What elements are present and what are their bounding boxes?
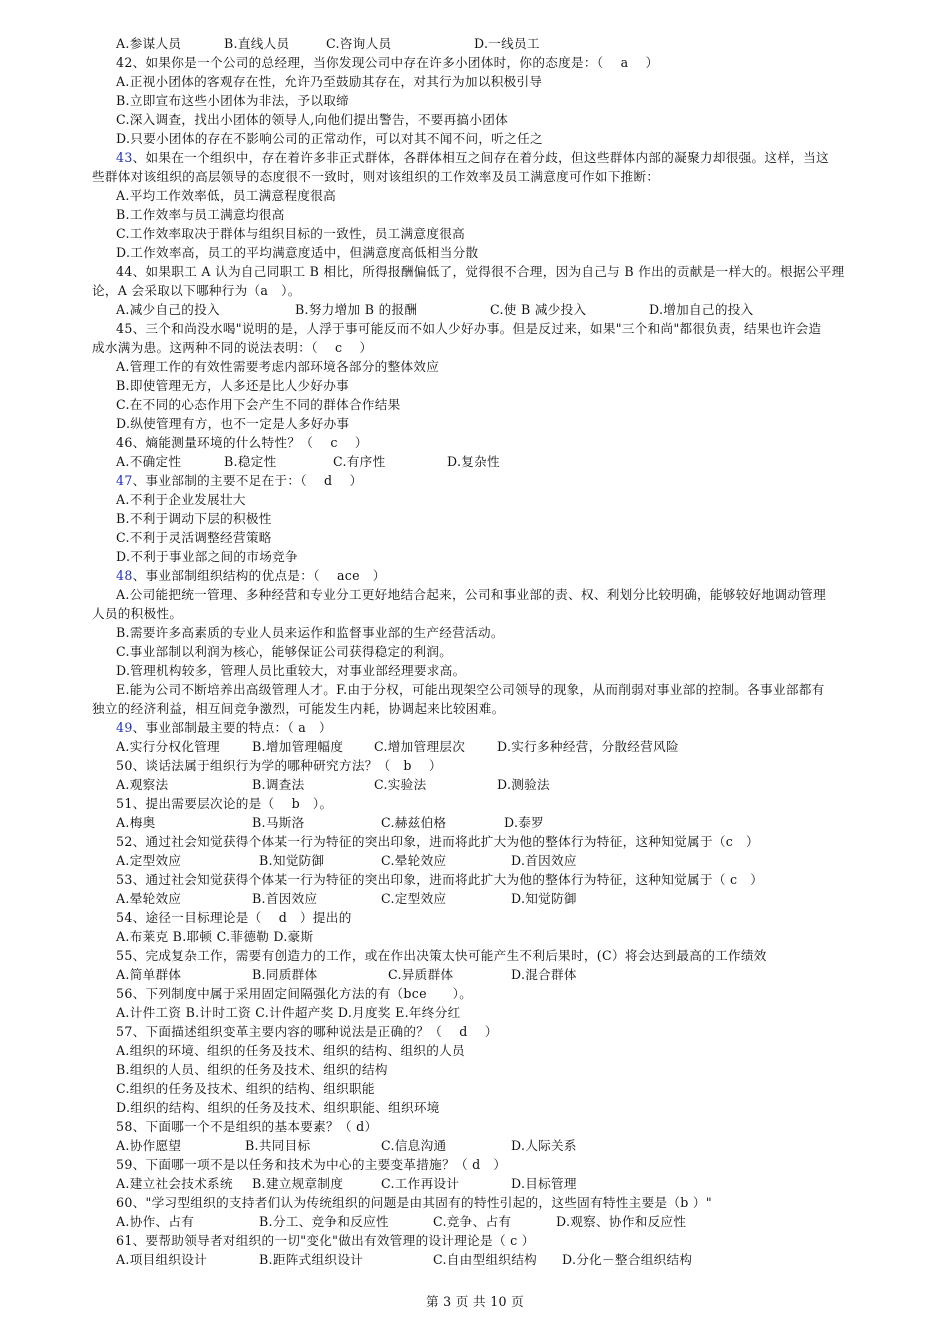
q45-option-d: D.纵使管理有方，也不一定是人多好办事 [116,416,350,431]
option-c: C.实验法 [374,777,427,792]
q48-option-e-line2: 独立的经济利益，相互间竞争激烈，可能发生内耗，协调起来比较困难。 [92,701,505,716]
option-d: D.目标管理 [511,1176,577,1191]
option-c: C.晕轮效应 [381,853,447,868]
option-d: D.混合群体 [511,967,577,982]
q56-options: A.计件工资 B.计时工资 C.计件超产奖 D.月度奖 E.年终分红 [116,1005,461,1020]
q43-option-b: B.工作效率与员工满意均很高 [116,207,285,222]
option-c: C.增加管理层次 [374,739,466,754]
option-c: C.咨询人员 [326,36,392,51]
option-b: B.努力增加 B 的报酬 [295,302,418,317]
option-b: B.增加管理幅度 [252,739,344,754]
q47-option-a: A.不利于企业发展壮大 [116,492,246,507]
option-d: D.复杂性 [447,454,500,469]
option-a: A.简单群体 [116,967,182,982]
q55-options [0,965,950,984]
q43-option-d: D.工作效率高，员工的平均满意度适中，但满意度高低相当分散 [116,245,479,260]
q48-stem [0,566,950,585]
q52-options [0,851,950,870]
q46-options [0,452,950,471]
q46-stem: 46、熵能测量环境的什么特性？（ c ） [116,435,368,450]
q45-option-a: A.管理工作的有效性需要考虑内部环境各部分的整体效应 [116,359,440,374]
q53-stem: 53、通过社会知觉获得个体某一行为特征的突出印象，进而将此扩大为他的整体行为特征，这种知觉属于（ c ） [116,872,764,887]
q55-stem: 55、完成复杂工作，需要有创造力的工作，或在作出决策太快可能产生不利后果时，(C）将会达到最高的工作绩效 [116,948,767,963]
q47-option-c: C.不利于灵活调整经营策略 [116,530,272,545]
option-a: A.项目组织设计 [116,1252,208,1267]
q47-stem-text: 、事业部制的主要不足在于：（ d ） [132,473,363,488]
option-a: A.实行分权化管理 [116,739,220,754]
option-d: D.首因效应 [511,853,577,868]
q42-option-a: A.正视小团体的客观存在性，允许乃至鼓励其存在，对其行为加以积极引导 [116,74,543,89]
q49-options [0,737,950,756]
q57-option-b: B.组织的人员、组织的任务及技术、组织的结构 [116,1062,388,1077]
q51-options [0,813,950,832]
option-b: B.马斯洛 [252,815,305,830]
q45-option-b: B.即使管理无方，人多还是比人少好办事 [116,378,350,393]
q41-options [0,34,950,53]
option-a: A.协作、占有 [116,1214,195,1229]
q47-stem [0,471,950,490]
option-b: B.稳定性 [224,454,277,469]
option-a: A.参谋人员 [116,36,182,51]
option-a: A.晕轮效应 [116,891,182,906]
q59-stem: 59、下面哪一项不是以任务和技术为中心的主要变革措施？（ d ） [116,1157,507,1172]
option-c: C.信息沟通 [381,1138,447,1153]
q58-stem: 58、下面哪一个不是组织的基本要素？（ d） [116,1119,378,1134]
q59-options [0,1174,950,1193]
q61-stem: 61、要帮助领导者对组织的一切"变化"做出有效管理的设计理论是（ c ） [116,1233,535,1248]
option-c: C.赫兹伯格 [381,815,447,830]
q42-stem: 42、如果你是一个公司的总经理，当你发现公司中存在许多小团体时，你的态度是：（ a ） [116,55,659,70]
q47-option-b: B.不利于调动下层的积极性 [116,511,272,526]
option-c: C.竞争、占有 [433,1214,512,1229]
q44-stem-line1: 44、如果职工 A 认为自己同职工 B 相比，所得报酬偏低了，觉得很不合理，因为自己与 B 作出的贡献是一样大的。根据公平理 [116,264,845,279]
q57-option-c: C.组织的任务及技术、组织的结构、组织职能 [116,1081,375,1096]
q54-options: A.布莱克 B.耶顿 C.菲德勒 D.豪斯 [116,929,314,944]
q43-option-c: C.工作效率取决于群体与组织目标的一致性，员工满意度很高 [116,226,466,241]
q50-options [0,775,950,794]
option-a: A.减少自己的投入 [116,302,220,317]
q45-stem-line1: 45、三个和尚没水喝"说明的是，人浮于事可能反而不如人少好办事。但是反过来，如果"三个和尚"都很负责，结果也许会造 [116,321,822,336]
option-b: B.调查法 [252,777,305,792]
option-d: D.泰罗 [504,815,545,830]
q48-option-a-line1: A.公司能把统一管理、多种经营和专业分工更好地结合起来，公司和事业部的责、权、利划分比较明确，能够较好地调动管理 [116,587,826,602]
q61-options [0,1250,950,1269]
q57-stem: 57、下面描述组织变革主要内容的哪种说法是正确的？（ d ） [116,1024,498,1039]
q54-stem: 54、途径一目标理论是（ d ）提出的 [116,910,352,925]
option-b: B.同质群体 [252,967,318,982]
q58-options [0,1136,950,1155]
option-b: B.共同目标 [245,1138,311,1153]
option-a: A.协作愿望 [116,1138,182,1153]
option-d: D.实行多种经营，分散经营风险 [497,739,679,754]
q60-stem: 60、"学习型组织的支持者们认为传统组织的问题是由其固有的特性引起的，这些固有特性主要是（b ）" [116,1195,712,1210]
option-c: C.异质群体 [388,967,454,982]
option-a: A.梅奥 [116,815,156,830]
option-b: B.建立规章制度 [252,1176,344,1191]
q50-stem: 50、谈话法属于组织行为学的哪种研究方法？（ b ） [116,758,442,773]
option-b: B.分工、竞争和反应性 [259,1214,389,1229]
q44-options [0,300,950,319]
q57-option-d: D.组织的结构、组织的任务及技术、组织职能、组织环境 [116,1100,440,1115]
option-c: C.定型效应 [381,891,447,906]
q48-option-b: B.需要许多高素质的专业人员来运作和监督事业部的生产经营活动。 [116,625,504,640]
option-d: D.一线员工 [474,36,540,51]
q42-option-d: D.只要小团体的存在不影响公司的正常动作，可以对其不闻不问，听之任之 [116,131,543,146]
option-b: B.距阵式组织设计 [259,1252,364,1267]
q57-option-a: A.组织的环境、组织的任务及技术、组织的结构、组织的人员 [116,1043,465,1058]
option-a: A.不确定性 [116,454,182,469]
q43-number: 43 [116,150,133,165]
option-c: C.使 B 减少投入 [490,302,587,317]
q45-option-c: C.在不同的心态作用下会产生不同的群体合作结果 [116,397,401,412]
q49-number: 49 [116,720,133,735]
q60-options [0,1212,950,1231]
option-d: D.分化－整合组织结构 [562,1252,693,1267]
option-c: C.工作再设计 [381,1176,460,1191]
q48-option-c: C.事业部制以利润为核心，能够保证公司获得稳定的利润。 [116,644,453,659]
q47-number: 47 [116,473,133,488]
option-d: D.观察、协作和反应性 [556,1214,687,1229]
option-d: D.知觉防御 [511,891,577,906]
q48-number: 48 [116,568,133,583]
q48-option-a-line2: 人员的积极性。 [92,606,183,621]
option-b: B.直线人员 [224,36,290,51]
q49-stem [0,718,950,737]
q56-stem: 56、下列制度中属于采用固定间隔强化方法的有（bce ）。 [116,986,473,1001]
q47-option-d: D.不利于事业部之间的市场竞争 [116,549,298,564]
q42-option-c: C.深入调查，找出小团体的领导人,向他们提出警告，不要再搞小团体 [116,112,509,127]
q48-option-d: D.管理机构较多，管理人员比重较大，对事业部经理要求高。 [116,663,466,678]
q44-stem-line2: 论，A 会采取以下哪种行为（a ）。 [92,283,301,298]
q48-stem-text: 、事业部制组织结构的优点是：（ ace ） [132,568,386,583]
option-d: D.测验法 [497,777,550,792]
q43-stem [0,148,950,167]
option-a: A.观察法 [116,777,169,792]
q43-stem-line1: 、如果在一个组织中，存在着许多非正式群体，各群体相互之间存在着分歧，但这些群体内部的凝聚力却很强。这样，当这 [132,150,829,165]
q51-stem: 51、提出需要层次论的是（ b ）。 [116,796,333,811]
q53-options [0,889,950,908]
q45-stem-line2: 成水满为患。这两种不同的说法表明：（ c ） [92,340,373,355]
option-a: A.定型效应 [116,853,182,868]
page-footer: 第 3 页 共 10 页 [425,1294,525,1309]
q49-stem-text: 、事业部制最主要的特点：（ a ） [132,720,332,735]
q43-option-a: A.平均工作效率低，员工满意程度很高 [116,188,336,203]
q43-stem-line2: 些群体对该组织的高层领导的态度很不一致时，则对该组织的工作效率及员工满意度可作如下推断： [92,169,660,184]
option-c: C.有序性 [333,454,386,469]
option-b: B.知觉防御 [259,853,325,868]
option-a: A.建立社会技术系统 [116,1176,233,1191]
q42-option-b: B.立即宣布这些小团体为非法，予以取缔 [116,93,350,108]
option-d: D.人际关系 [511,1138,577,1153]
q52-stem: 52、通过社会知觉获得个体某一行为特征的突出印象，进而将此扩大为他的整体行为特征，这种知觉属于（c ） [116,834,759,849]
option-c: C.自由型组织结构 [433,1252,538,1267]
q48-option-e-line1: E.能为公司不断培养出高级管理人才。F.由于分权，可能出现架空公司领导的现象，从而削弱对事业部的控制。各事业部都有 [116,682,825,697]
option-d: D.增加自己的投入 [649,302,754,317]
option-b: B.首因效应 [252,891,318,906]
